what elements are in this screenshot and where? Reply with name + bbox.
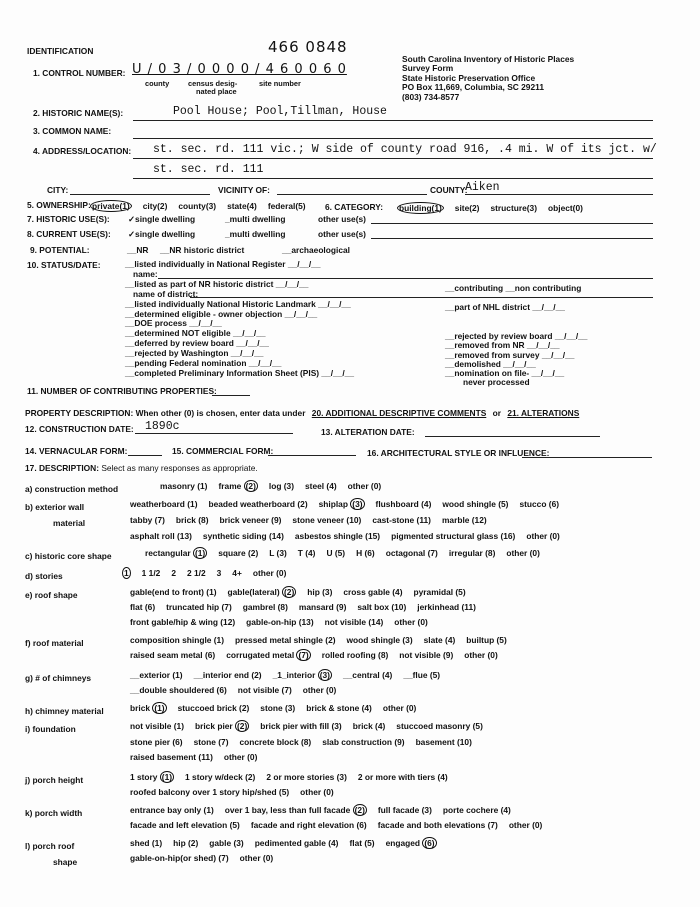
- option[interactable]: __exterior (1): [130, 670, 183, 680]
- ownership-label: 5. OWNERSHIP:: [27, 200, 91, 210]
- label-line: e) roof shape: [25, 590, 78, 600]
- option[interactable]: wood shingle (5): [442, 499, 509, 509]
- option-label: shiplap: [318, 499, 351, 509]
- option[interactable]: pyramidal (5): [413, 587, 466, 597]
- option-label: rectangular: [145, 548, 193, 558]
- option[interactable]: other (0): [464, 650, 498, 660]
- option-row: [130, 772, 459, 782]
- historic-use-single[interactable]: [128, 214, 195, 224]
- address-field-line-1[interactable]: st. sec. rd. 111 vic.; W side of county road 916, .4 mi. W of its jct. w/: [153, 143, 657, 156]
- status-left-item[interactable]: __deferred by review board __/__/__: [125, 338, 269, 349]
- option-label: brick: [130, 703, 153, 713]
- option[interactable]: site(2): [454, 203, 480, 213]
- current-use-label: 8. CURRENT USE(S):: [27, 229, 111, 239]
- circled-selection: 1: [124, 568, 129, 578]
- description-item-label: [25, 805, 82, 821]
- option[interactable]: marble (12): [441, 515, 487, 525]
- option[interactable]: basement (10): [415, 737, 472, 747]
- option[interactable]: shed (1): [130, 838, 163, 848]
- option[interactable]: other (0): [302, 685, 337, 695]
- option[interactable]: [319, 499, 365, 509]
- option[interactable]: T (4): [297, 548, 316, 558]
- option[interactable]: log (3): [268, 481, 294, 491]
- label-line: h) chimney material: [25, 706, 104, 716]
- option[interactable]: pigmented structural glass (16): [391, 531, 516, 541]
- option-row: [130, 853, 284, 863]
- circled-selection: (3): [319, 670, 330, 680]
- status-right-item[interactable]: __removed from survey __/__/__: [445, 349, 575, 360]
- option[interactable]: stuccoed brick (2): [177, 703, 250, 713]
- option[interactable]: [273, 670, 332, 680]
- option[interactable]: 2 or more with tiers (4): [357, 772, 448, 782]
- option-row: [130, 820, 553, 830]
- common-name-label: 3. COMMON NAME:: [33, 126, 112, 136]
- handwritten-number: 466 0848: [268, 38, 348, 56]
- status-right-item[interactable]: never processed: [463, 377, 530, 388]
- option[interactable]: facade and right elevation (6): [250, 820, 367, 830]
- construction-date-field[interactable]: 1890c: [145, 420, 180, 433]
- label-line: k) porch width: [25, 808, 83, 818]
- option[interactable]: 2: [171, 568, 176, 578]
- historic-name-field[interactable]: Pool House; Pool,Tillman, House: [173, 105, 387, 118]
- option[interactable]: H (6): [356, 548, 375, 558]
- control-sub-census: census desig-: [188, 79, 238, 88]
- circled-selection: (1): [194, 548, 206, 558]
- city-label: CITY:: [47, 185, 69, 195]
- circled-selection: (2): [284, 587, 295, 597]
- option[interactable]: [386, 838, 437, 848]
- option[interactable]: other (0): [223, 752, 258, 762]
- option[interactable]: masonry (1): [160, 481, 208, 491]
- option-row: [130, 670, 451, 680]
- option-row: [145, 548, 551, 558]
- option-row: [160, 481, 392, 491]
- potential-nr-district[interactable]: __NR historic district: [160, 245, 245, 255]
- option[interactable]: city(2): [142, 201, 168, 211]
- status-nhl-district[interactable]: __part of NHL district __/__/__: [445, 302, 565, 312]
- option[interactable]: slab construction (9): [322, 737, 405, 747]
- option[interactable]: hip (2): [173, 838, 199, 848]
- option[interactable]: facade and both elevations (7): [377, 820, 498, 830]
- option[interactable]: slate (4): [423, 635, 456, 645]
- option[interactable]: stone veneer (10): [292, 515, 362, 525]
- option[interactable]: [122, 568, 131, 578]
- historic-use-multi[interactable]: _multi dwelling: [225, 214, 286, 224]
- option[interactable]: asbestos shingle (15): [294, 531, 381, 541]
- option-label: _1_interior: [272, 670, 318, 680]
- option[interactable]: roofed balcony over 1 story hip/shed (5): [130, 787, 290, 797]
- option[interactable]: wood shingle (3): [346, 635, 413, 645]
- current-use-other: other use(s): [318, 229, 366, 239]
- option[interactable]: __central (4): [342, 670, 393, 680]
- option[interactable]: stone (7): [193, 737, 229, 747]
- label-line: d) stories: [25, 571, 63, 581]
- label-line: f) roof material: [25, 638, 84, 648]
- option[interactable]: flat (5): [349, 838, 375, 848]
- circled-selection: (6): [424, 838, 435, 848]
- description-item-label: [25, 481, 118, 497]
- option[interactable]: flushboard (4): [375, 499, 432, 509]
- status-right-item[interactable]: __removed from NR __/__/__: [445, 340, 560, 351]
- potential-label: 9. POTENTIAL:: [30, 245, 90, 255]
- property-intro-text: PROPERTY DESCRIPTION: When other (0) is chosen, enter data under: [25, 408, 306, 418]
- status-left-item[interactable]: __determined NOT eligible __/__/__: [125, 328, 266, 339]
- option[interactable]: [130, 772, 174, 782]
- check-mark-icon: ✓: [128, 229, 136, 239]
- option-row: [122, 568, 297, 578]
- option[interactable]: synthetic siding (14): [202, 531, 284, 541]
- option[interactable]: other (0): [506, 548, 540, 558]
- description-item-label: [25, 635, 84, 651]
- option[interactable]: L (3): [269, 548, 287, 558]
- option[interactable]: beaded weatherboard (2): [208, 499, 308, 509]
- status-right-item[interactable]: __rejected by review board __/__/__: [445, 331, 588, 341]
- status-label: 10. STATUS/DATE:: [27, 260, 101, 270]
- option[interactable]: object(0): [548, 203, 583, 213]
- option-row: [130, 787, 345, 797]
- county-field[interactable]: Aiken: [465, 181, 500, 194]
- status-right-item[interactable]: __demolished __/__/__: [445, 358, 536, 369]
- historic-name-label: 2. HISTORIC NAME(S):: [33, 108, 124, 118]
- option[interactable]: tabby (7): [130, 515, 165, 525]
- check-mark-icon: ✓: [128, 214, 136, 224]
- option[interactable]: not visible (7): [237, 685, 292, 695]
- alteration-date-label: 13. ALTERATION DATE:: [321, 427, 415, 437]
- option[interactable]: weatherboard (1): [130, 499, 198, 509]
- option[interactable]: steel (4): [305, 481, 337, 491]
- option-selected[interactable]: building(1): [399, 203, 442, 213]
- description-item-label: [25, 587, 78, 603]
- option[interactable]: front gable/hip & wing (12): [130, 617, 236, 627]
- description-item-label: [25, 670, 91, 686]
- status-left-item[interactable]: __determined eligible - owner objection __/__/__: [125, 308, 318, 319]
- description-item-label: [25, 703, 104, 719]
- option[interactable]: [225, 805, 367, 815]
- option[interactable]: 2 1/2: [186, 568, 206, 578]
- circled-selection: (1): [154, 703, 165, 713]
- option[interactable]: 1 1/2: [141, 568, 161, 578]
- potential-nr[interactable]: __NR: [127, 245, 149, 255]
- ownership-options: [90, 200, 317, 212]
- label-line: material: [53, 518, 86, 528]
- single-dwelling-label: single dwelling: [135, 214, 196, 224]
- option[interactable]: 1 story w/deck (2): [185, 772, 256, 782]
- option[interactable]: [195, 721, 249, 731]
- option[interactable]: irregular (8): [448, 548, 496, 558]
- description-item-label: [25, 772, 83, 788]
- historic-use-other: other use(s): [318, 214, 366, 224]
- commercial-form-label: 15. COMMERCIAL FORM:: [172, 446, 274, 456]
- status-right-item[interactable]: __nomination on file- __/__/__: [445, 368, 565, 379]
- option-row: [130, 703, 427, 713]
- option[interactable]: [228, 587, 297, 597]
- or-text: or: [492, 408, 501, 418]
- option[interactable]: not visible (14): [324, 617, 384, 627]
- option[interactable]: structure(3): [490, 203, 538, 213]
- historic-use-label: 7. HISTORIC USE(S):: [27, 214, 110, 224]
- label-line: g) # of chimneys: [25, 673, 92, 683]
- identification-heading: IDENTIFICATION: [27, 46, 94, 56]
- architectural-style-label: 16. ARCHITECTURAL STYLE OR INFLUENCE:: [367, 448, 550, 458]
- category-label: 6. CATEGORY:: [325, 202, 384, 212]
- ref-additional-comments: 20. ADDITIONAL DESCRIPTIVE COMMENTS: [311, 408, 487, 418]
- option[interactable]: county(3): [178, 201, 217, 211]
- option[interactable]: gambrel (8): [242, 602, 288, 612]
- option-row: [130, 587, 477, 597]
- ref-alterations: 21. ALTERATIONS: [507, 408, 580, 418]
- option[interactable]: 2 or more stories (3): [266, 772, 347, 782]
- option-row: [130, 838, 448, 848]
- agency-line: South Carolina Inventory of Historic Places: [402, 54, 575, 64]
- option[interactable]: asphalt roll (13): [130, 531, 192, 541]
- current-use-single[interactable]: [128, 229, 195, 239]
- option[interactable]: gable-on-hip(or shed) (7): [130, 853, 229, 863]
- option-row: [130, 515, 498, 525]
- description-intro: Select as many responses as appropriate.: [101, 463, 258, 473]
- option[interactable]: pressed metal shingle (2): [235, 635, 336, 645]
- option[interactable]: brick (4): [352, 721, 386, 731]
- current-use-multi[interactable]: _multi dwelling: [225, 229, 286, 239]
- description-item-label: [25, 548, 112, 564]
- option[interactable]: state(4): [227, 201, 257, 211]
- description-item-label: [25, 499, 85, 531]
- agency-line: State Historic Preservation Office: [402, 72, 536, 83]
- option[interactable]: stone (3): [260, 703, 296, 713]
- description-label: 17. DESCRIPTION:: [25, 463, 99, 473]
- label-line: c) historic core shape: [25, 551, 112, 561]
- option[interactable]: cross gable (4): [343, 587, 403, 597]
- label-line: b) exterior wall: [25, 502, 85, 512]
- option[interactable]: [130, 703, 167, 713]
- option[interactable]: raised seam metal (6): [130, 650, 216, 660]
- circled-selection: (2): [245, 481, 256, 491]
- option[interactable]: other (0): [526, 531, 560, 541]
- option-label: 1 story: [130, 772, 160, 782]
- option[interactable]: other (0): [394, 617, 428, 627]
- circled-selection: (1): [161, 772, 173, 782]
- option[interactable]: gable (3): [209, 838, 244, 848]
- option[interactable]: [145, 548, 207, 558]
- option-selected[interactable]: private(1): [92, 201, 130, 211]
- option[interactable]: other (0): [239, 853, 274, 863]
- circled-selection: (2): [354, 805, 365, 815]
- option[interactable]: entrance bay only (1): [130, 805, 214, 815]
- option[interactable]: concrete block (8): [239, 737, 312, 747]
- description-heading: [25, 463, 258, 473]
- option[interactable]: __flue (5): [403, 670, 441, 680]
- option-row: [130, 685, 347, 695]
- option[interactable]: porte cochere (4): [442, 805, 511, 815]
- option[interactable]: brick & stone (4): [306, 703, 372, 713]
- property-description-intro: [25, 408, 579, 418]
- option[interactable]: truncated hip (7): [166, 602, 232, 612]
- status-left-item[interactable]: __listed individually in National Register __/__/__: [125, 259, 321, 269]
- option[interactable]: pedimented gable (4): [254, 838, 339, 848]
- option[interactable]: [226, 650, 311, 660]
- option[interactable]: square (2): [218, 548, 259, 558]
- option-label: brick pier: [194, 721, 236, 731]
- option[interactable]: U (5): [326, 548, 346, 558]
- description-item-label: [25, 838, 77, 870]
- control-sub-site: site number: [259, 79, 301, 88]
- option[interactable]: stone pier (6): [130, 737, 183, 747]
- circled-selection: (7): [298, 650, 309, 660]
- category-options: [397, 202, 594, 214]
- option[interactable]: builtup (5): [466, 635, 507, 645]
- option[interactable]: __double shouldered (6): [130, 685, 227, 695]
- option[interactable]: 3: [216, 568, 222, 578]
- option-row: [130, 617, 439, 627]
- option[interactable]: full facade (3): [377, 805, 432, 815]
- circled-selection: (2): [237, 721, 248, 731]
- control-number-label: 1. CONTROL NUMBER:: [33, 68, 126, 78]
- status-left-item[interactable]: __listed as part of NR historic district __/__/__: [125, 278, 309, 289]
- option-row: [130, 805, 522, 815]
- option-row: [130, 752, 268, 762]
- contributing-properties-label: 11. NUMBER OF CONTRIBUTING PROPERTIES:: [27, 386, 217, 396]
- construction-date-label: 12. CONSTRUCTION DATE:: [25, 424, 134, 434]
- option[interactable]: cast-stone (11): [372, 515, 431, 525]
- option[interactable]: 4+: [232, 568, 242, 578]
- label-line: shape: [53, 857, 78, 867]
- option-row: [130, 650, 509, 660]
- option[interactable]: salt box (10): [357, 602, 407, 612]
- option[interactable]: facade and left elevation (5): [130, 820, 240, 830]
- status-name-field[interactable]: name of district:: [133, 288, 199, 299]
- agency-line: PO Box 11,669, Columbia, SC 29211: [402, 82, 544, 93]
- status-name-field[interactable]: name:: [133, 268, 158, 279]
- option[interactable]: rolled roofing (8): [321, 650, 389, 660]
- option[interactable]: brick (8): [175, 515, 209, 525]
- option[interactable]: gable(end to front) (1): [130, 587, 217, 597]
- option-row: [130, 531, 571, 541]
- control-number-value[interactable]: U / 0 3 / 0 0 0 0 / 4 6 0 0 6 0: [132, 62, 347, 77]
- option[interactable]: __interior end (2): [193, 670, 262, 680]
- circled-selection: (3): [352, 499, 363, 509]
- control-sub-county: county: [145, 79, 170, 88]
- option[interactable]: other (0): [382, 703, 417, 713]
- option[interactable]: not visible (1): [130, 721, 184, 731]
- agency-line: Survey Form: [402, 63, 454, 74]
- agency-block: [402, 55, 574, 102]
- label-line: l) porch roof: [25, 841, 75, 851]
- option-row: [130, 499, 570, 509]
- option[interactable]: hip (3): [307, 587, 333, 597]
- control-sub-census-2: nated place: [196, 87, 237, 96]
- option-label: gable(lateral): [227, 587, 282, 597]
- option-label: frame: [218, 481, 244, 491]
- label-line: a) construction method: [25, 484, 119, 494]
- option[interactable]: composition shingle (1): [130, 635, 224, 645]
- option[interactable]: mansard (9): [298, 602, 347, 612]
- status-left-item[interactable]: __completed Preliminary Information Sheet (PIS) __/__/__: [125, 367, 354, 378]
- address-label: 4. ADDRESS/LOCATION:: [33, 146, 132, 156]
- potential-archaeological[interactable]: __archaeological: [282, 245, 350, 255]
- option[interactable]: other (0): [300, 787, 334, 797]
- status-left-item[interactable]: __DOE process __/__/__: [125, 318, 222, 329]
- option-label: over 1 bay, less than full facade: [224, 805, 353, 815]
- option-label: engaged: [385, 838, 423, 848]
- option[interactable]: octagonal (7): [385, 548, 438, 558]
- option[interactable]: other (0): [252, 568, 287, 578]
- option[interactable]: federal(5): [267, 201, 306, 211]
- status-left-item[interactable]: __rejected by Washington __/__/__: [125, 348, 264, 359]
- status-right-list: [445, 332, 587, 388]
- status-left-item[interactable]: __listed individually National Historic Landmark __/__/__: [125, 298, 351, 309]
- option[interactable]: stuccoed masonry (5): [396, 721, 483, 731]
- option-row: [130, 635, 518, 645]
- option[interactable]: other (0): [508, 820, 543, 830]
- option-row: [130, 602, 487, 612]
- option[interactable]: brick veneer (9): [219, 515, 282, 525]
- option[interactable]: gable-on-hip (13): [246, 617, 314, 627]
- status-contributing[interactable]: __contributing __non contributing: [445, 283, 582, 293]
- option-row: [130, 721, 494, 731]
- status-left-item[interactable]: __pending Federal nomination __/__/__: [125, 358, 282, 369]
- description-item-label: [25, 721, 76, 737]
- option[interactable]: jerkinhead (11): [417, 602, 476, 612]
- label-line: j) porch height: [25, 775, 84, 785]
- option[interactable]: [218, 481, 257, 491]
- address-field-line-2[interactable]: st. sec. rd. 111: [153, 163, 264, 176]
- option[interactable]: flat (6): [130, 602, 156, 612]
- single-dwelling-label: single dwelling: [135, 229, 196, 239]
- option[interactable]: raised basement (11): [130, 752, 213, 762]
- agency-line: (803) 734-8577: [402, 91, 460, 102]
- vicinity-label: VICINITY OF:: [218, 185, 270, 195]
- option[interactable]: other (0): [347, 481, 382, 491]
- county-label: COUNTY:: [430, 185, 468, 195]
- description-item-label: [25, 568, 63, 584]
- option[interactable]: not visible (9): [399, 650, 454, 660]
- option[interactable]: stucco (6): [519, 499, 560, 509]
- option-label: corrugated metal: [226, 650, 297, 660]
- label-line: i) foundation: [25, 724, 76, 734]
- option-row: [130, 737, 483, 747]
- option[interactable]: brick pier with fill (3): [260, 721, 342, 731]
- vernacular-form-label: 14. VERNACULAR FORM:: [25, 446, 128, 456]
